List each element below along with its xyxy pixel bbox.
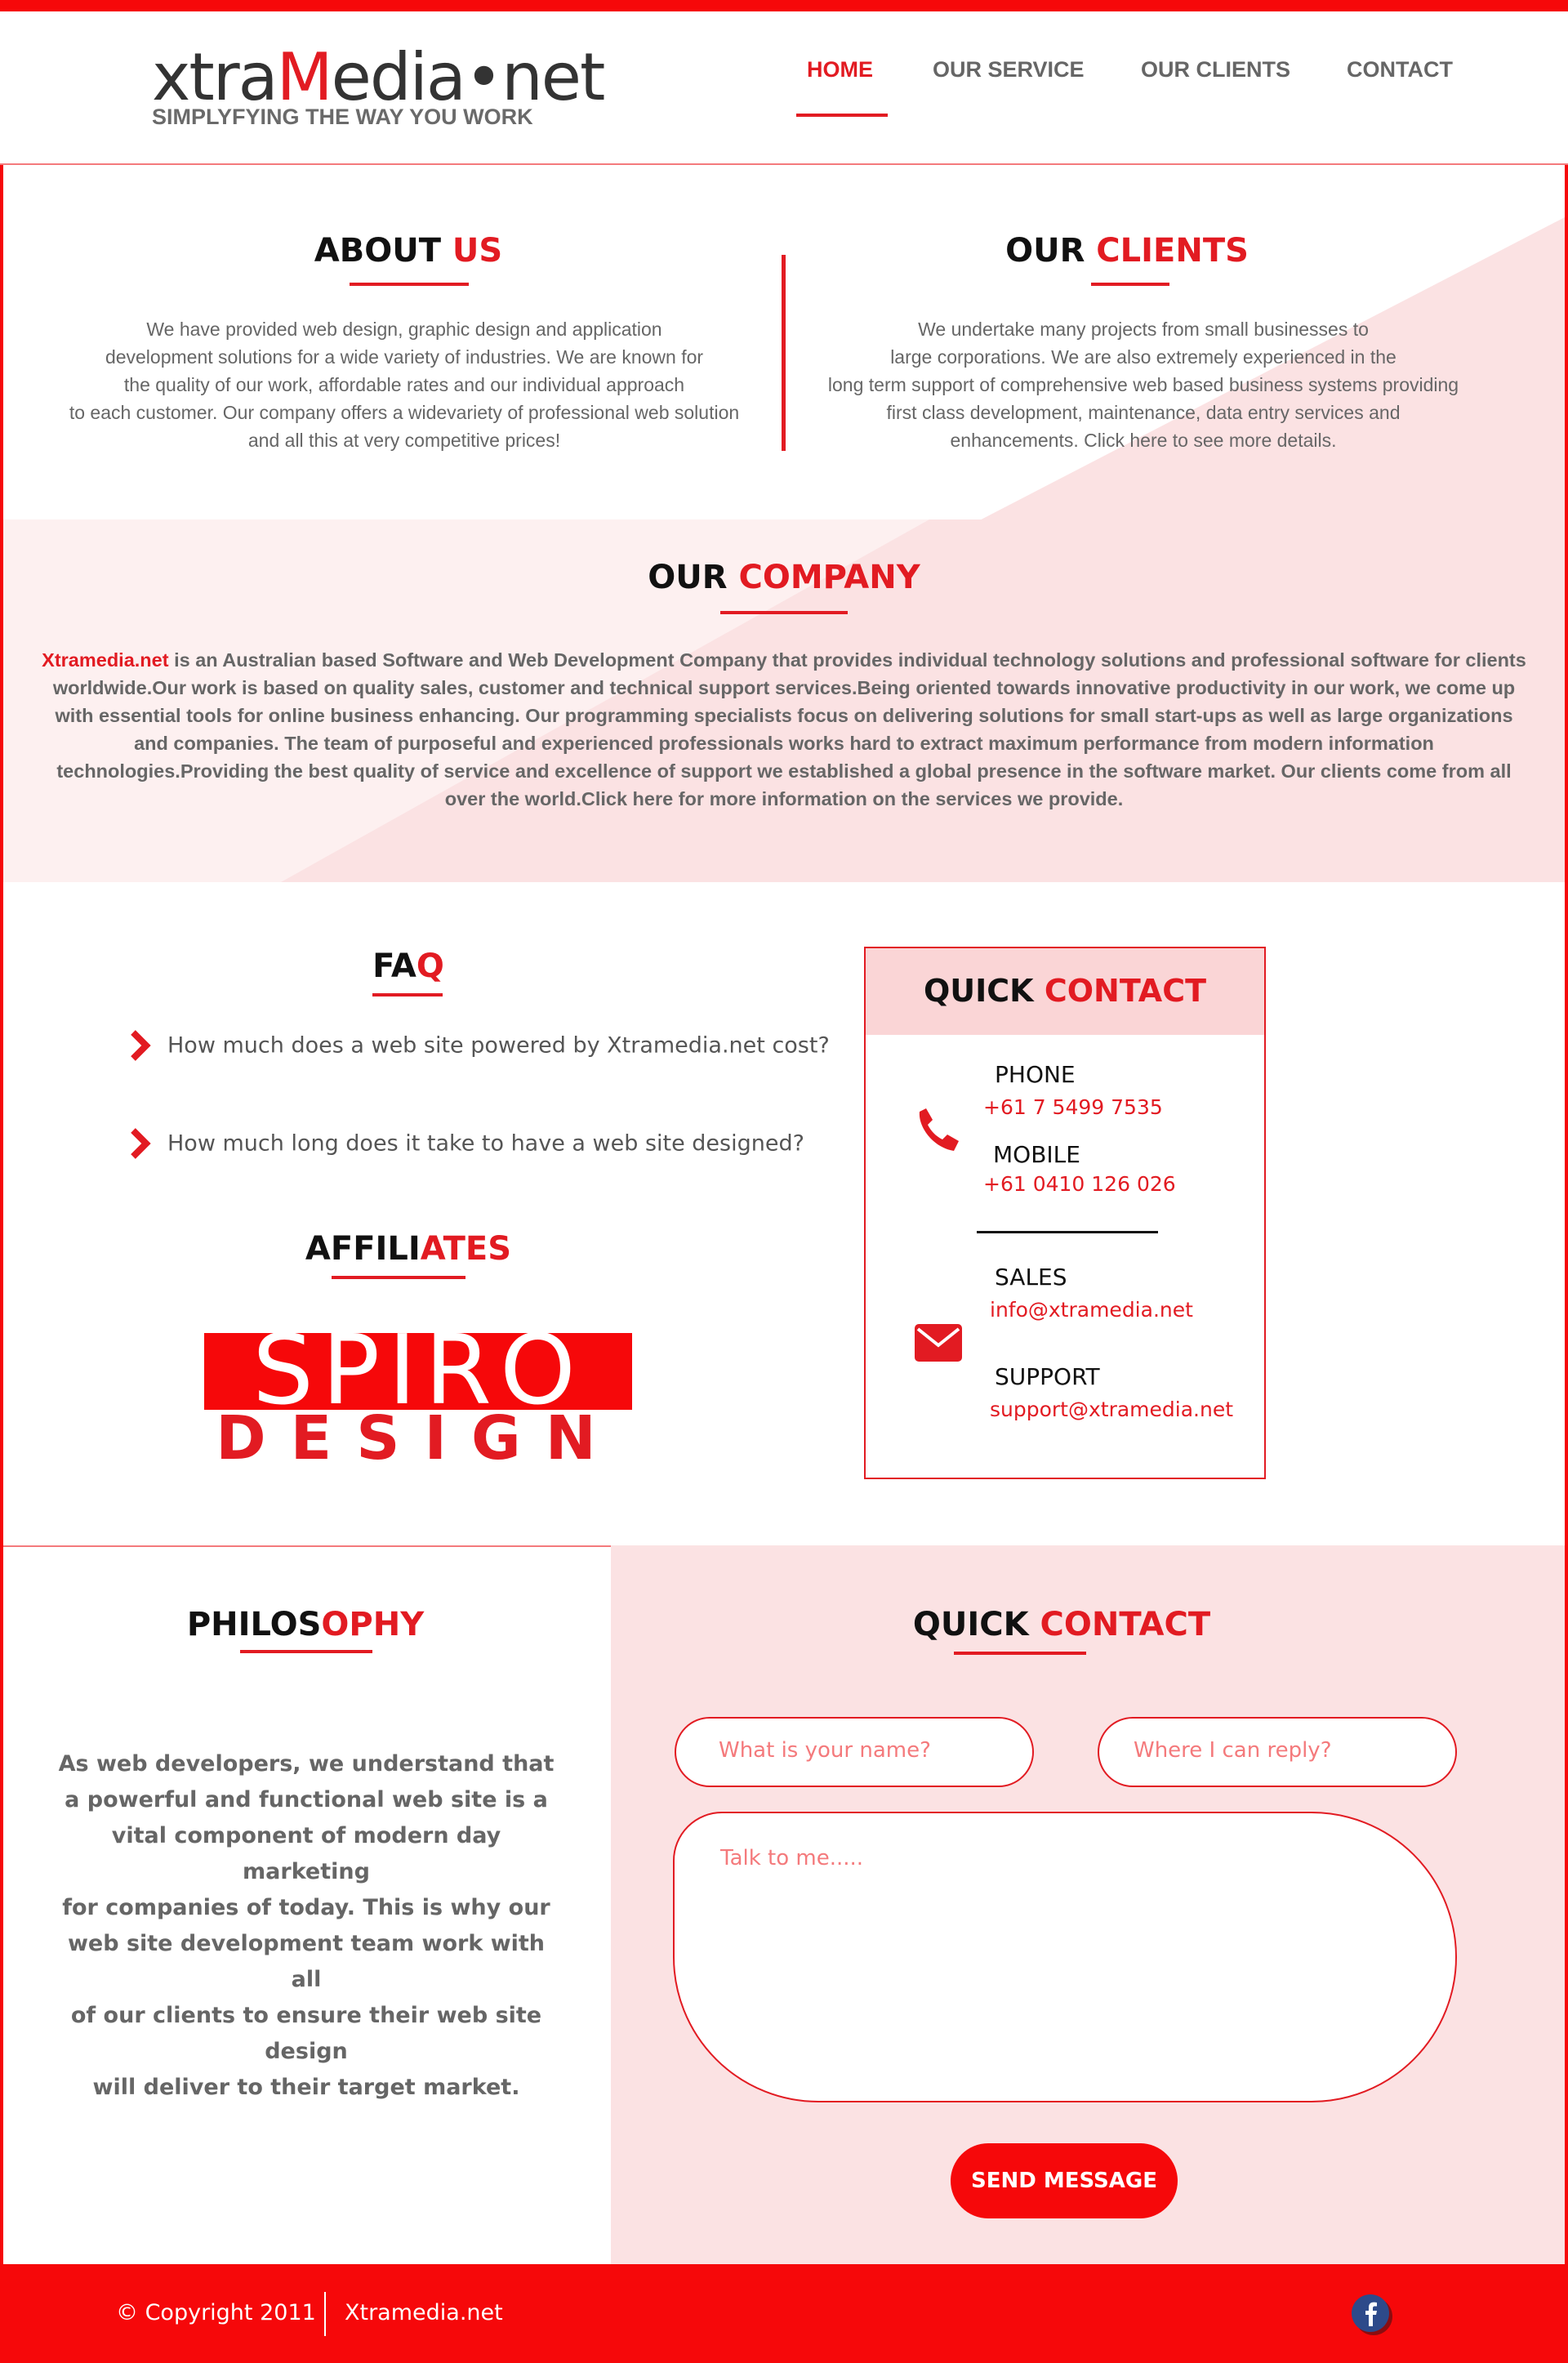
quick-contact-card-title <box>866 973 1264 1009</box>
clients-line: enhancements. Click here to see more details. <box>950 430 1337 451</box>
about-line: and all this at very competitive prices! <box>247 430 561 451</box>
about-text <box>33 315 776 454</box>
reply-email-input[interactable]: Where I can reply? <box>1098 1717 1457 1787</box>
nav-active-underline <box>796 114 888 117</box>
footer-copyright: © Copyright 2011 <box>116 2300 316 2325</box>
philosophy-title <box>142 1606 469 1643</box>
about-title-b: US <box>452 232 503 270</box>
send-message-button[interactable]: SEND MESSAGE <box>951 2143 1178 2218</box>
philosophy-line: web site development team work with all <box>67 1931 546 1992</box>
contact-form-title <box>858 1606 1266 1643</box>
philosophy-title-b: OPHY <box>321 1606 425 1643</box>
about-line: the quality of our work, affordable rates and our individual approach <box>123 374 685 395</box>
company-underline <box>720 611 848 614</box>
about-title <box>245 232 572 270</box>
faq-question: How much does a web site powered by Xtramedia.net cost? <box>167 1032 830 1059</box>
logo-m: M <box>276 39 332 115</box>
cf-title-b: CONTACT <box>1040 1606 1211 1643</box>
footer-separator <box>324 2292 326 2336</box>
faq-item[interactable] <box>127 1029 830 1062</box>
company-title-a: OUR <box>648 559 739 596</box>
clients-line: long term support of comprehensive web based business systems providing <box>827 374 1459 395</box>
philosophy-text <box>49 1746 564 2106</box>
qc-title-a: QUICK <box>923 973 1045 1009</box>
nav-contact[interactable]: CONTACT <box>1347 57 1453 82</box>
name-input[interactable]: What is your name? <box>675 1717 1034 1787</box>
philosophy-line: a powerful and functional web site is a <box>65 1787 548 1812</box>
faq-item[interactable] <box>127 1127 804 1160</box>
faq-title-b: Q <box>416 947 444 985</box>
facebook-icon[interactable] <box>1351 2294 1393 2336</box>
about-title-a: ABOUT <box>314 232 452 270</box>
company-title-b: COMPANY <box>738 559 920 596</box>
cf-title-a: QUICK <box>912 1606 1040 1643</box>
site-logo[interactable] <box>152 41 604 114</box>
logo-prefix: xtra <box>152 39 277 115</box>
affiliates-title <box>286 1230 531 1268</box>
philosophy-underline <box>240 1650 372 1653</box>
sales-label: SALES <box>995 1264 1067 1291</box>
affiliates-title-b: ATES <box>420 1230 512 1268</box>
contact-form-underline <box>954 1652 1086 1655</box>
philosophy-line: of our clients to ensure their web site design <box>70 2003 542 2064</box>
faq-question: How much long does it take to have a web site designed? <box>167 1130 804 1157</box>
nav-our-clients[interactable]: OUR CLIENTS <box>1141 57 1291 82</box>
message-textarea[interactable]: Talk to me..... <box>673 1812 1457 2102</box>
clients-title <box>964 232 1290 270</box>
chevron-right-icon <box>127 1029 154 1062</box>
philosophy-line: vital component of modern day marketing <box>111 1823 501 1884</box>
affiliates-underline <box>332 1276 466 1279</box>
philosophy-line: for companies of today. This is why our <box>62 1895 550 1920</box>
about-line: We have provided web design, graphic design and application <box>146 319 662 340</box>
about-clients-divider <box>782 255 786 451</box>
clients-line: first class development, maintenance, data entry services and <box>886 402 1401 423</box>
philosophy-line: As web developers, we understand that <box>58 1751 555 1777</box>
about-line: development solutions for a wide variety of industries. We are known for <box>105 346 704 368</box>
clients-title-a: OUR <box>1005 232 1097 270</box>
clients-line: large corporations. We are also extremely experienced in the <box>890 346 1396 368</box>
spiro-logo-line2: DESIGN <box>216 1403 621 1464</box>
phone-icon <box>915 1108 960 1154</box>
clients-title-b: CLIENTS <box>1096 232 1249 270</box>
contact-separator <box>977 1231 1158 1233</box>
qc-title-b: CONTACT <box>1044 973 1207 1009</box>
site-header <box>0 11 1568 165</box>
mobile-label: MOBILE <box>993 1141 1080 1168</box>
company-brand[interactable]: Xtramedia.net <box>42 649 169 671</box>
envelope-icon <box>915 1324 962 1362</box>
clients-line: We undertake many projects from small businesses to <box>918 319 1369 340</box>
philosophy-line: will deliver to their target market. <box>92 2075 520 2100</box>
lower-divider <box>3 1545 611 1547</box>
about-underline <box>350 283 469 286</box>
company-text <box>36 646 1532 813</box>
logo-suffix: edia•net <box>331 39 604 115</box>
top-accent-bar <box>0 0 1568 11</box>
support-email[interactable]: support@xtramedia.net <box>990 1398 1234 1421</box>
company-body: is an Australian based Software and Web Development Company that provides individual technology solutions and professional software for clients worldwide.Our work is based on quality sales, customer and technical support services.Being oriented towards innovative productivity in our work, we come up with essential tools for online business enhancing. Our programming specialists focus on delivering solutions for small start-ups as well as large organizations and companies. The team of purposeful and experienced professionals works hard to extract maximum performance from modern information technologies.Providing the best quality of service and excellence of support we established a global presence in the software market. Our clients come from all over the world.Click here for more information on the services we provide. <box>52 649 1526 809</box>
sales-email[interactable]: info@xtramedia.net <box>990 1298 1193 1322</box>
spiro-design-logo[interactable] <box>204 1333 632 1464</box>
spiro-logo-line1: SPIRO <box>252 1333 584 1426</box>
about-line: to each customer. Our company offers a widevariety of professional web solution <box>69 402 740 423</box>
support-label: SUPPORT <box>995 1363 1100 1390</box>
quick-contact-card <box>864 947 1266 1479</box>
phone-number[interactable]: +61 7 5499 7535 <box>983 1095 1163 1119</box>
faq-title-a: FA <box>372 947 416 985</box>
mobile-number[interactable]: +61 0410 126 026 <box>983 1172 1176 1196</box>
faq-underline <box>372 993 443 996</box>
clients-text[interactable] <box>800 315 1486 454</box>
site-footer <box>0 2264 1568 2363</box>
company-title <box>621 559 947 596</box>
chevron-right-icon <box>127 1127 154 1160</box>
affiliates-title-a: AFFILI <box>305 1230 421 1268</box>
phone-label: PHONE <box>995 1061 1076 1088</box>
logo-tagline: SIMPLYFYING THE WAY YOU WORK <box>152 105 533 129</box>
faq-title <box>327 947 490 985</box>
clients-underline <box>1091 283 1169 286</box>
nav-our-service[interactable]: OUR SERVICE <box>933 57 1085 82</box>
philosophy-title-a: PHILOS <box>186 1606 322 1643</box>
nav-home[interactable]: HOME <box>807 57 873 82</box>
footer-site-link[interactable]: Xtramedia.net <box>345 2300 503 2325</box>
